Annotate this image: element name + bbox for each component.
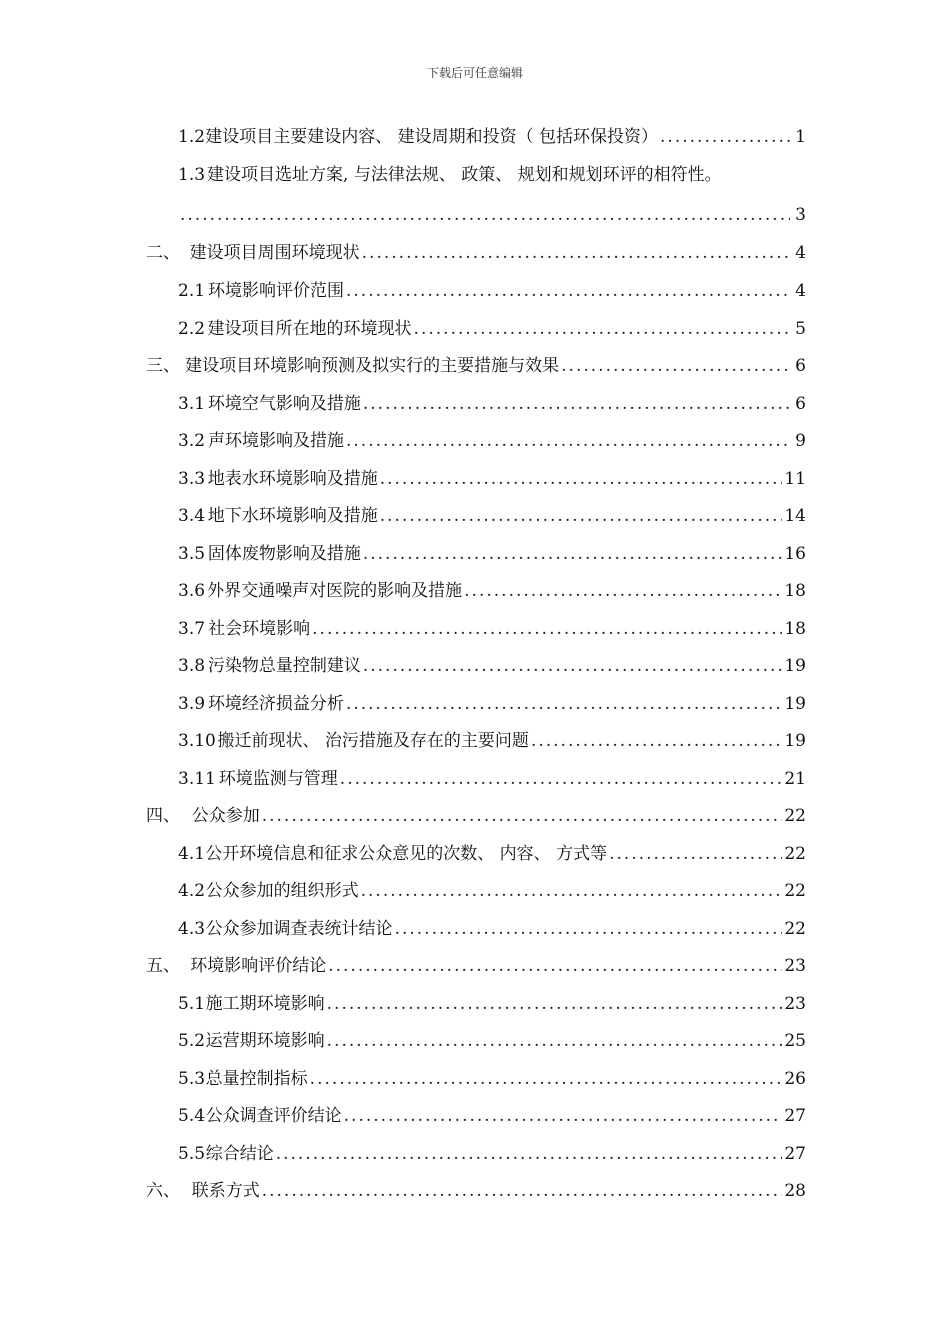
toc-leader-dots xyxy=(464,580,782,602)
toc-entry-number: 3.4 xyxy=(178,506,206,526)
toc-entry-number: 2.2 xyxy=(178,319,206,339)
toc-page-number: 18 xyxy=(784,581,806,601)
toc-entry[interactable] xyxy=(178,768,806,790)
toc-entry-number: 5.4 xyxy=(178,1106,206,1126)
toc-entry-title: 建设项目主要建设内容、 建设周期和投资（ 包括环保投资） xyxy=(205,127,659,147)
toc-entry[interactable] xyxy=(178,843,806,865)
toc-leader-dots xyxy=(346,280,790,302)
toc-leader-dots xyxy=(363,393,790,415)
toc-entry-number: 2.1 xyxy=(178,281,206,301)
toc-entry[interactable] xyxy=(178,1030,806,1052)
toc-entry-title: 环境空气影响及措施 xyxy=(207,394,361,414)
toc-entry[interactable] xyxy=(146,955,806,977)
toc-entry-title: 外界交通噪声对医院的影响及措施 xyxy=(207,581,463,601)
toc-leader-dots xyxy=(346,430,790,452)
toc-entry-title: 公众参加调查表统计结论 xyxy=(205,919,393,939)
toc-page-number: 25 xyxy=(784,1031,806,1051)
toc-entry-title: 声环境影响及措施 xyxy=(207,431,344,451)
toc-page-number: 19 xyxy=(784,731,806,751)
toc-entry-title: 社会环境影响 xyxy=(208,619,311,639)
toc-entry-number: 5.1 xyxy=(178,994,206,1014)
toc-leader-dots xyxy=(276,1143,783,1165)
toc-leader-dots xyxy=(531,730,782,752)
toc-entry[interactable] xyxy=(178,1068,806,1090)
toc-leader-dots xyxy=(180,204,790,226)
toc-page-number: 22 xyxy=(784,844,806,864)
toc-entry-number: 3.6 xyxy=(178,581,206,601)
toc-entry-title: 污染物总量控制建议 xyxy=(207,656,361,676)
toc-entry[interactable] xyxy=(178,280,806,302)
toc-entry-title: 总量控制指标 xyxy=(205,1069,308,1089)
toc-entry-number: 5.5 xyxy=(178,1144,206,1164)
toc-entry-number: 二、 xyxy=(146,243,180,263)
toc-page-number: 22 xyxy=(784,919,806,939)
toc-page-number: 23 xyxy=(784,994,806,1014)
toc-page-number: 11 xyxy=(784,469,806,489)
toc-entry[interactable] xyxy=(178,318,806,340)
toc-entry[interactable] xyxy=(178,1105,806,1127)
toc-leader-dots xyxy=(361,880,783,902)
toc-page-number: 26 xyxy=(784,1069,806,1089)
toc-page-number: 6 xyxy=(795,394,806,414)
toc-entry[interactable] xyxy=(178,655,806,677)
toc-page-number: 1 xyxy=(795,127,806,147)
toc-entry[interactable] xyxy=(178,468,806,490)
toc-entry-number: 5.3 xyxy=(178,1069,206,1089)
toc-entry-title: 环境监测与管理 xyxy=(218,769,338,789)
toc-entry-number: 3.3 xyxy=(178,469,206,489)
toc-entry-title: 搬迁前现状、 治污措施及存在的主要问题 xyxy=(217,731,529,751)
toc-entry[interactable] xyxy=(178,430,806,452)
toc-leader-dots xyxy=(262,805,783,827)
toc-page-number: 3 xyxy=(795,205,806,225)
toc-page-number: 27 xyxy=(784,1144,806,1164)
toc-entry-number: 3.10 xyxy=(178,731,216,751)
toc-entry-title: 固体废物影响及措施 xyxy=(207,544,361,564)
toc-entry-number: 3.7 xyxy=(178,619,206,639)
toc-entry-number: 5.2 xyxy=(178,1031,206,1051)
toc-entry-number: 五、 xyxy=(146,956,180,976)
toc-leader-dots xyxy=(380,468,783,490)
toc-page-number: 18 xyxy=(784,619,806,639)
toc-leader-dots xyxy=(395,918,783,940)
toc-entry[interactable] xyxy=(146,242,806,264)
toc-leader-dots xyxy=(312,618,782,640)
toc-entry[interactable] xyxy=(178,618,806,640)
toc-page-number: 21 xyxy=(784,769,806,789)
toc-entry-title: 综合结论 xyxy=(205,1144,274,1164)
toc-leader-dots xyxy=(561,355,790,377)
toc-entry[interactable] xyxy=(178,393,806,415)
toc-entry-title: 地下水环境影响及措施 xyxy=(207,506,378,526)
toc-page-number: 5 xyxy=(795,319,806,339)
toc-page-number: 22 xyxy=(784,881,806,901)
toc-page-number: 14 xyxy=(784,506,806,526)
toc-entry-number: 3.8 xyxy=(178,656,206,676)
toc-entry-number: 4.2 xyxy=(178,881,206,901)
toc-entry-number: 四、 xyxy=(146,806,180,826)
toc-entry[interactable] xyxy=(178,880,806,902)
toc-entry-title: 建设项目所在地的环境现状 xyxy=(207,319,412,339)
toc-entry-number: 3.1 xyxy=(178,394,206,414)
toc-page-number: 19 xyxy=(784,656,806,676)
toc-entry[interactable] xyxy=(146,1180,806,1202)
toc-entry[interactable] xyxy=(178,164,722,186)
toc-entry-title: 公众参加 xyxy=(191,806,260,826)
toc-page-number: 19 xyxy=(784,694,806,714)
toc-entry-title: 建设项目选址方案, 与法律法规、 政策、 规划和规划环评的相符性。 xyxy=(207,165,722,185)
toc-entry-number: 4.1 xyxy=(178,844,206,864)
toc-entry[interactable] xyxy=(178,993,806,1015)
toc-entry[interactable] xyxy=(178,580,806,602)
toc-entry[interactable] xyxy=(178,730,806,752)
toc-entry-title: 环境经济损益分析 xyxy=(207,694,344,714)
toc-entry-number: 3.9 xyxy=(178,694,206,714)
toc-page-number: 9 xyxy=(795,431,806,451)
toc-page-number: 4 xyxy=(795,243,806,263)
toc-entry[interactable] xyxy=(178,693,806,715)
toc-entry-title: 运营期环境影响 xyxy=(205,1031,325,1051)
toc-page-number: 16 xyxy=(784,544,806,564)
toc-entry-title: 建设项目环境影响预测及拟实行的主要措施与效果 xyxy=(185,356,560,376)
toc-leader-dots xyxy=(310,1068,783,1090)
toc-leader-dots xyxy=(414,318,790,340)
toc-leader-dots xyxy=(362,242,790,264)
toc-page-number: 6 xyxy=(795,356,806,376)
toc-entry-title: 建设项目周围环境现状 xyxy=(189,243,360,263)
toc-entry-number: 3.5 xyxy=(178,544,206,564)
toc-entry[interactable] xyxy=(178,204,806,226)
toc-leader-dots xyxy=(328,955,782,977)
toc-entry[interactable] xyxy=(178,126,806,148)
toc-entry-title: 环境影响评价范围 xyxy=(207,281,344,301)
toc-leader-dots xyxy=(363,655,783,677)
toc-entry-number: 六、 xyxy=(146,1181,180,1201)
toc-leader-dots xyxy=(380,505,783,527)
toc-entry-number: 1.3 xyxy=(178,165,206,185)
toc-entry-title: 地表水环境影响及措施 xyxy=(207,469,378,489)
toc-entry-number: 3.2 xyxy=(178,431,206,451)
toc-entry[interactable] xyxy=(178,543,806,565)
toc-entry-title: 联系方式 xyxy=(191,1181,260,1201)
toc-entry-title: 公众调查评价结论 xyxy=(205,1106,342,1126)
toc-leader-dots xyxy=(340,768,783,790)
toc-entry-number: 4.3 xyxy=(178,919,206,939)
toc-entry-title: 环境影响评价结论 xyxy=(190,956,327,976)
toc-entry-title: 公开环境信息和征求公众意见的次数、 内容、 方式等 xyxy=(205,844,608,864)
page-header: 下载后可任意编辑 xyxy=(426,66,523,80)
toc-page-number: 23 xyxy=(784,956,806,976)
toc-entry-number: 三、 xyxy=(146,356,180,376)
toc-leader-dots xyxy=(344,1105,783,1127)
toc-entry[interactable] xyxy=(146,805,806,827)
toc-leader-dots xyxy=(609,843,782,865)
toc-entry-title: 施工期环境影响 xyxy=(205,994,325,1014)
toc-page-number: 4 xyxy=(795,281,806,301)
toc-entry-title: 公众参加的组织形式 xyxy=(205,881,359,901)
toc-leader-dots xyxy=(660,126,790,148)
toc-leader-dots xyxy=(327,993,783,1015)
toc-page-number: 27 xyxy=(784,1106,806,1126)
toc-leader-dots xyxy=(363,543,783,565)
toc-entry[interactable] xyxy=(146,355,806,377)
toc-entry[interactable] xyxy=(178,918,806,940)
toc-leader-dots xyxy=(262,1180,783,1202)
toc-leader-dots xyxy=(327,1030,783,1052)
toc-entry-number: 3.11 xyxy=(178,769,216,789)
toc-leader-dots xyxy=(346,693,782,715)
toc-entry[interactable] xyxy=(178,505,806,527)
toc-page-number: 22 xyxy=(784,806,806,826)
toc-entry[interactable] xyxy=(178,1143,806,1165)
toc-page-number: 28 xyxy=(784,1181,806,1201)
toc-entry-number: 1.2 xyxy=(178,127,206,147)
